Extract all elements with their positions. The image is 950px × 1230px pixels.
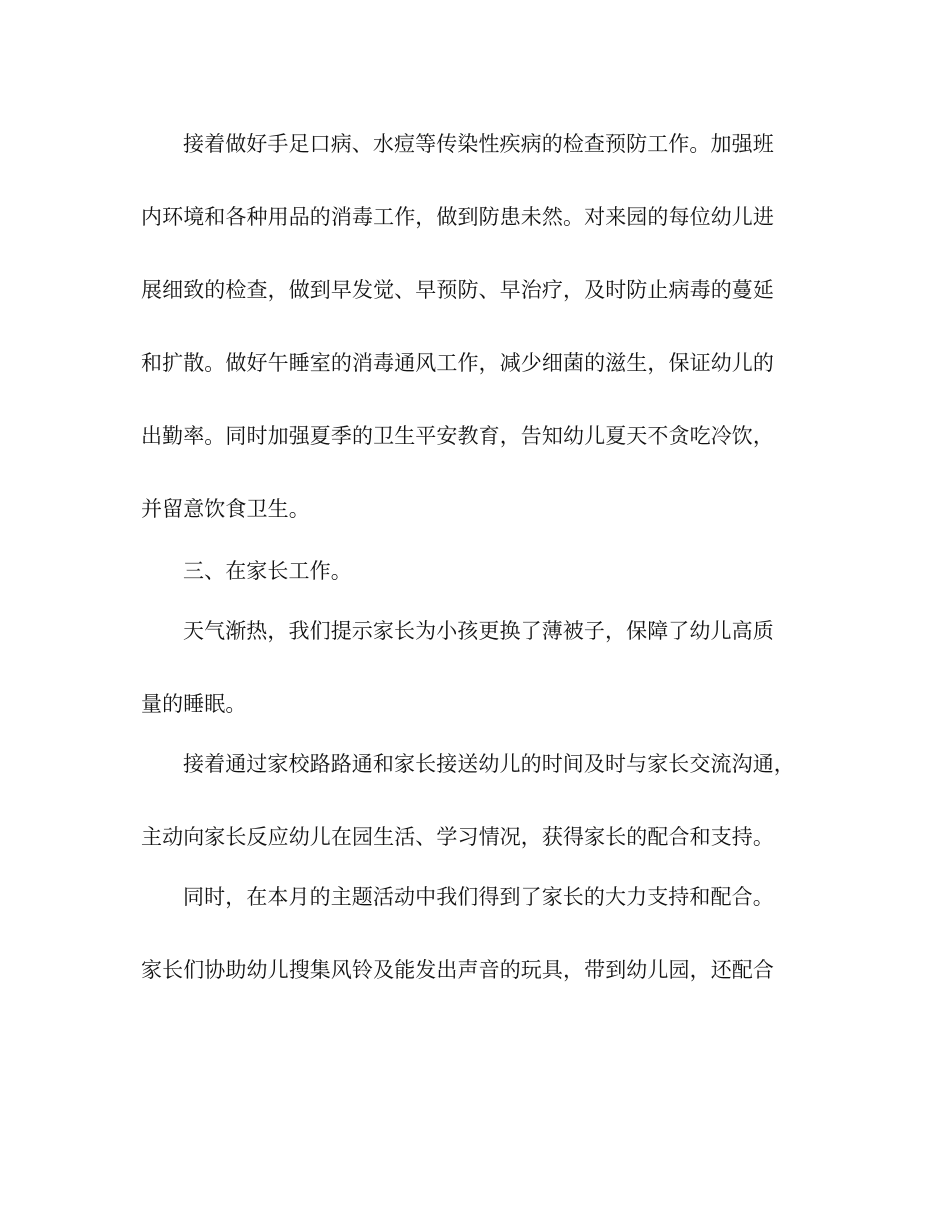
text-line: 展细致的检查，做到早发觉、早预防、早治疗，及时防止病毒的蔓延	[141, 278, 774, 302]
text-line: 内环境和各种用品的消毒工作，做到防患未然。对来园的每位幼儿进	[141, 205, 774, 229]
text-line: 天气渐热，我们提示家长为小孩更换了薄被子，保障了幼儿高质	[183, 619, 774, 643]
text-line: 量的睡眠。	[141, 692, 247, 716]
text-line: 并留意饮食卫生。	[141, 497, 310, 521]
text-line: 家长们协助幼儿搜集风铃及能发出声音的玩具，带到幼儿园，还配合	[141, 958, 774, 982]
text-line: 主动向家长反应幼儿在园生活、学习情况，获得家长的配合和支持。	[141, 825, 774, 849]
section-heading: 三、在家长工作。	[183, 559, 352, 583]
text-line: 同时，在本月的主题活动中我们得到了家长的大力支持和配合。	[183, 885, 774, 909]
text-line: 出勤率。同时加强夏季的卫生平安教育，告知幼儿夏天不贪吃冷饮，	[141, 424, 774, 448]
text-line: 接着做好手足口病、水痘等传染性疾病的检查预防工作。加强班	[183, 132, 774, 156]
text-line: 接着通过家校路路通和家长接送幼儿的时间及时与家长交流沟通，	[183, 752, 795, 776]
text-line: 和扩散。做好午睡室的消毒通风工作，减少细菌的滋生，保证幼儿的	[141, 351, 774, 375]
